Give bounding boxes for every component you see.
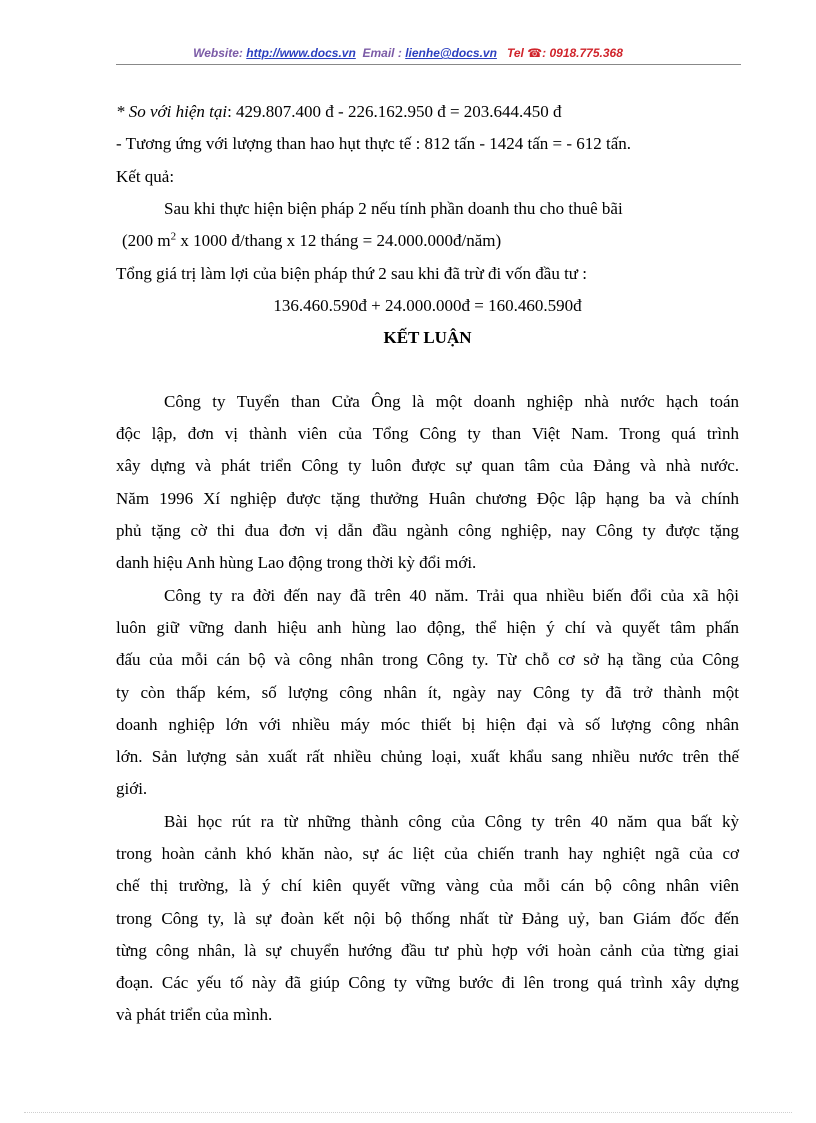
calc-line-7: 136.460.590đ + 24.000.000đ = 160.460.590đ [273,296,582,315]
calc-line-4: Sau khi thực hiện biện pháp 2 nếu tính phần doanh thu cho thuê bãi [164,199,623,218]
p3-line: và phát triển của mình. [116,1005,273,1024]
tel-number: : 0918.775.368 [542,46,623,60]
p1-line: Năm 1996 Xí nghiệp được tặng thưởng Huân chương Độc lập hạng ba và chính [116,489,739,508]
calc-line-6: Tổng giá trị làm lợi của biện pháp thứ 2 sau khi đã trừ đi vốn đầu tư : [116,264,587,283]
result-label: Kết quả: [116,167,175,186]
tel-label: Tel [506,46,524,60]
p3-line: đoạn. Các yếu tố này đã giúp Công ty vững bước đi lên trong quá trình xây dựng [116,973,739,992]
calc-line-1-label: * So với hiện tại [116,102,228,121]
p3-line: trong Công ty, là sự đoàn kết nội bộ thống nhất từ Đảng uỷ, ban Giám đốc đến [116,909,739,928]
p2-line: luôn giữ vững danh hiệu anh hùng lao động, thể hiện ý chí và quyết tâm phấn [116,618,739,637]
page-header [0,46,816,60]
p1-line: xây dựng và phát triển Công ty luôn được sự quan tâm của Đảng và nhà nước. [116,456,739,475]
page-footer-divider [24,1112,792,1113]
p2-line: giới. [116,779,148,798]
email-link[interactable]: lienhe@docs.vn [405,46,497,60]
website-link[interactable]: http://www.docs.vn [246,46,356,60]
calc-line-5-b: x 1000 đ/thang x 12 tháng = 24.000.000đ/năm) [180,231,502,250]
p1-line: độc lập, đơn vị thành viên của Tổng Công ty than Việt Nam. Trong quá trình [116,424,739,443]
calc-line-2: - Tương ứng với lượng than hao hụt thực tế : 812 tấn - 1424 tấn = - 612 tấn. [116,134,632,153]
phone-icon: ☎ [527,46,543,60]
calc-line-5 [122,231,501,251]
p3-line: Bài học rút ra từ những thành công của Công ty trên 40 năm qua bất kỳ [164,812,739,831]
p3-line: trong hoàn cảnh khó khăn nào, sự ác liệt của chiến tranh hay nghiệt ngã của cơ [116,844,739,863]
p1-line: danh hiệu Anh hùng Lao động trong thời kỳ đổi mới. [116,553,477,572]
calc-line-1-value: : 429.807.400 đ - 226.162.950 đ = 203.644.450 đ [227,102,562,121]
p3-line: từng công nhân, là sự chuyển hướng đầu tư phù hợp với hoàn cảnh của từng giai [116,941,739,960]
calc-line-5-sup: 2 [170,230,177,243]
p2-line: lớn. Sản lượng sản xuất rất nhiều chủng loại, xuất khẩu sang nhiều nước trên thế [116,747,739,766]
conclusion-title: KẾT LUẬN [383,328,472,347]
p2-line: doanh nghiệp lớn với nhiều máy móc thiết bị hiện đại và số lượng công nhân [116,715,739,734]
p1-line: Công ty Tuyển than Cửa Ông là một doanh nghiệp nhà nước hạch toán [164,392,739,411]
calc-line-1 [116,102,562,122]
p2-line: đấu của mỗi cán bộ và công nhân trong Công ty. Từ chỗ cơ sở hạ tầng của Công [116,650,739,669]
calc-line-5-a: (200 m [122,231,171,250]
website-label: Website: [193,46,243,60]
header-divider [116,64,741,65]
p2-line: ty còn thấp kém, số lượng công nhân ít, ngày nay Công ty đã trở thành một [116,683,739,702]
p1-line: phủ tặng cờ thi đua đơn vị dẫn đầu ngành công nghiệp, nay Công ty được tặng [116,521,739,540]
p3-line: chế thị trường, là ý chí kiên quyết vững vàng của mỗi cán bộ công nhân viên [116,876,739,895]
email-label: Email : [362,46,402,60]
p2-line: Công ty ra đời đến nay đã trên 40 năm. Trải qua nhiều biến đổi của xã hội [164,586,739,605]
